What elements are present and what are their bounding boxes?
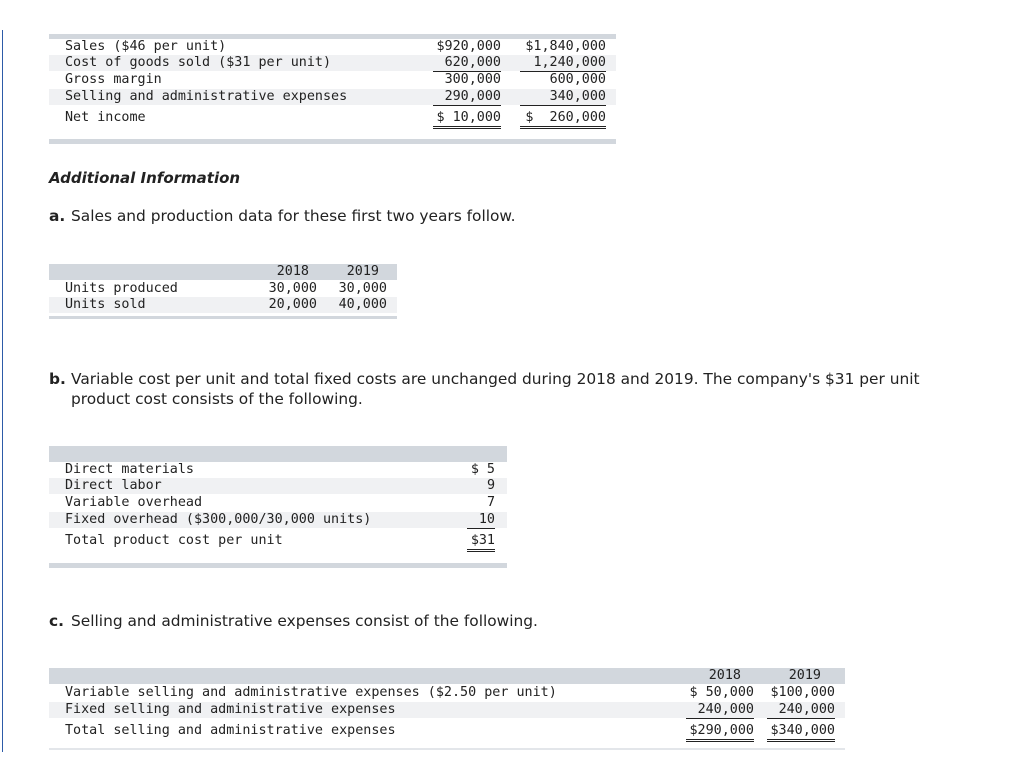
selling-admin-table	[49, 668, 845, 750]
table-row	[49, 72, 616, 88]
cost-value: 7	[486, 495, 495, 510]
table-row	[49, 533, 507, 549]
table-row	[49, 89, 616, 105]
value-2018: 240,000	[686, 702, 754, 719]
table-header-row	[49, 264, 397, 280]
table-header-band	[49, 446, 507, 462]
section-b-text	[49, 369, 979, 409]
product-cost-table	[49, 446, 507, 568]
table-bottom-bar	[49, 139, 616, 144]
section-a-letter: a.	[49, 207, 66, 225]
value-2018: $ 10,000	[433, 110, 501, 129]
income-statement-table	[49, 34, 616, 144]
row-label: Total selling and administrative expenses	[65, 723, 396, 738]
row-label: Net income	[65, 110, 146, 125]
value-2018: 300,000	[444, 72, 501, 87]
section-a-text	[49, 206, 989, 226]
cost-value: 9	[486, 478, 495, 493]
year-2019-header: 2019	[788, 668, 821, 683]
row-label: Selling and administrative expenses	[65, 89, 348, 104]
value-2018: 20,000	[268, 297, 317, 312]
table-bottom-bar	[49, 316, 397, 319]
value-2018: 290,000	[433, 89, 501, 106]
value-2019: 240,000	[767, 702, 835, 719]
table-row	[49, 462, 507, 478]
row-label: Units produced	[65, 281, 178, 296]
table-row	[49, 478, 507, 494]
row-label: Units sold	[65, 297, 146, 312]
value-2019: $1,840,000	[525, 39, 606, 54]
value-2019: $100,000	[770, 685, 835, 700]
table-row	[49, 702, 845, 718]
cost-value: $ 5	[470, 462, 495, 477]
value-2019: $340,000	[767, 723, 835, 742]
table-row	[49, 512, 507, 528]
table-header-row	[49, 668, 845, 684]
value-2018: $920,000	[436, 39, 501, 54]
section-b-letter: b.	[49, 370, 66, 388]
table-bottom-bar	[49, 563, 507, 568]
row-label: Variable overhead	[65, 495, 203, 510]
value-2019: 600,000	[549, 72, 606, 87]
row-label: Fixed overhead ($300,000/30,000 units)	[65, 512, 372, 527]
section-b-paragraph: Variable cost per unit and total fixed costs are unchanged during 2018 and 2019. The company's $31 per unit product cost consists of the following.	[71, 370, 920, 408]
row-label: Sales ($46 per unit)	[65, 39, 227, 54]
table-row	[49, 685, 845, 701]
section-c-paragraph: Selling and administrative expenses consist of the following.	[71, 612, 538, 630]
table-row	[49, 55, 616, 71]
value-2018: $290,000	[686, 723, 754, 742]
row-label: Direct labor	[65, 478, 162, 493]
left-border-line	[2, 30, 3, 752]
section-c-letter: c.	[49, 612, 64, 630]
table-bottom-bar	[49, 748, 845, 750]
section-c-text	[49, 611, 979, 631]
table-row	[49, 495, 507, 511]
value-2018: 620,000	[433, 55, 501, 72]
value-2019: 30,000	[338, 281, 387, 296]
table-row	[49, 281, 397, 297]
year-2018-header: 2018	[276, 264, 309, 279]
cost-value: $31	[467, 533, 495, 552]
row-label: Variable selling and administrative expenses ($2.50 per unit)	[65, 685, 557, 700]
cost-value: 10	[467, 512, 495, 529]
table-row	[49, 723, 845, 739]
units-table	[49, 264, 397, 319]
year-2018-header: 2018	[708, 668, 741, 683]
row-label: Cost of goods sold ($31 per unit)	[65, 55, 332, 70]
table-row	[49, 39, 616, 55]
year-2019-header: 2019	[346, 264, 379, 279]
value-2018: 30,000	[268, 281, 317, 296]
value-2019: 1,240,000	[520, 55, 606, 72]
value-2018: $ 50,000	[689, 685, 754, 700]
row-label: Total product cost per unit	[65, 533, 283, 548]
value-2019: 340,000	[520, 89, 606, 106]
row-label: Fixed selling and administrative expenses	[65, 702, 396, 717]
value-2019: $ 260,000	[520, 110, 606, 129]
table-row	[49, 297, 397, 313]
section-a-paragraph: Sales and production data for these first two years follow.	[71, 207, 516, 225]
value-2019: 40,000	[338, 297, 387, 312]
additional-info-heading: Additional Information	[49, 169, 241, 187]
table-row	[49, 110, 616, 126]
row-label: Direct materials	[65, 462, 194, 477]
row-label: Gross margin	[65, 72, 162, 87]
